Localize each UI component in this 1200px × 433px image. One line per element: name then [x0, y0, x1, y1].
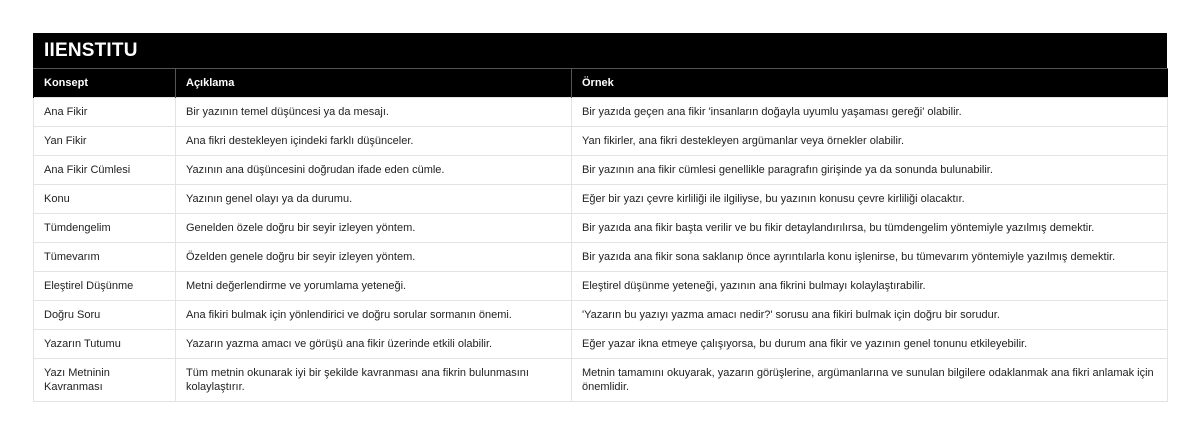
- cell-concept: Yan Fikir: [34, 127, 176, 156]
- cell-example: Eğer bir yazı çevre kirliliği ile ilgiliyse, bu yazının konusu çevre kirliliği olacaktır.: [572, 185, 1168, 214]
- cell-example: Metnin tamamını okuyarak, yazarın görüşlerine, argümanlarına ve sunulan bilgilere odaklanmak ana fikri anlamak için önemlidir.: [572, 359, 1168, 402]
- table-row: [34, 127, 1168, 156]
- cell-example: Bir yazıda ana fikir sona saklanıp önce ayrıntılarla konu işlenirse, bu tümevarım yöntemiyle yazılmış demektir.: [572, 243, 1168, 272]
- cell-example: Eğer yazar ikna etmeye çalışıyorsa, bu durum ana fikir ve yazının genel tonunu etkileyebilir.: [572, 330, 1168, 359]
- concept-table: [33, 68, 1168, 402]
- cell-example: 'Yazarın bu yazıyı yazma amacı nedir?' sorusu ana fikiri bulmak için doğru bir sorudur.: [572, 301, 1168, 330]
- cell-description: Tüm metnin okunarak iyi bir şekilde kavranması ana fikrin bulunmasını kolaylaştırır.: [176, 359, 572, 402]
- header-concept: Konsept: [34, 69, 176, 98]
- cell-concept: Tümdengelim: [34, 214, 176, 243]
- cell-description: Metni değerlendirme ve yorumlama yeteneği.: [176, 272, 572, 301]
- cell-description: Yazının genel olayı ya da durumu.: [176, 185, 572, 214]
- header-example: Örnek: [572, 69, 1168, 98]
- table-row: [34, 185, 1168, 214]
- header-description: Açıklama: [176, 69, 572, 98]
- cell-example: Bir yazıda ana fikir başta verilir ve bu fikir detaylandırılırsa, bu tümdengelim yöntemiyle yazılmış demektir.: [572, 214, 1168, 243]
- table-row: [34, 301, 1168, 330]
- table-row: [34, 214, 1168, 243]
- table-row: [34, 359, 1168, 402]
- table-row: [34, 330, 1168, 359]
- cell-description: Bir yazının temel düşüncesi ya da mesajı.: [176, 98, 572, 127]
- cell-description: Ana fikri destekleyen içindeki farklı düşünceler.: [176, 127, 572, 156]
- cell-concept: Yazı Metninin Kavranması: [34, 359, 176, 402]
- cell-description: Yazının ana düşüncesini doğrudan ifade eden cümle.: [176, 156, 572, 185]
- table-row: [34, 243, 1168, 272]
- cell-concept: Ana Fikir Cümlesi: [34, 156, 176, 185]
- content-table-container: [33, 33, 1167, 402]
- cell-description: Genelden özele doğru bir seyir izleyen yöntem.: [176, 214, 572, 243]
- table-row: [34, 98, 1168, 127]
- cell-example: Bir yazıda geçen ana fikir 'insanların doğayla uyumlu yaşaması gereği' olabilir.: [572, 98, 1168, 127]
- cell-description: Yazarın yazma amacı ve görüşü ana fikir üzerinde etkili olabilir.: [176, 330, 572, 359]
- cell-description: Ana fikiri bulmak için yönlendirici ve doğru sorular sormanın önemi.: [176, 301, 572, 330]
- cell-concept: Doğru Soru: [34, 301, 176, 330]
- cell-concept: Konu: [34, 185, 176, 214]
- table-row: [34, 156, 1168, 185]
- table-row: [34, 272, 1168, 301]
- brand-title: IIENSTITU: [33, 33, 1167, 68]
- cell-concept: Ana Fikir: [34, 98, 176, 127]
- cell-concept: Tümevarım: [34, 243, 176, 272]
- cell-example: Eleştirel düşünme yeteneği, yazının ana fikrini bulmayı kolaylaştırabilir.: [572, 272, 1168, 301]
- cell-example: Bir yazının ana fikir cümlesi genellikle paragrafın girişinde ya da sonunda bulunabilir.: [572, 156, 1168, 185]
- cell-concept: Yazarın Tutumu: [34, 330, 176, 359]
- cell-concept: Eleştirel Düşünme: [34, 272, 176, 301]
- cell-description: Özelden genele doğru bir seyir izleyen yöntem.: [176, 243, 572, 272]
- table-header-row: [34, 69, 1168, 98]
- cell-example: Yan fikirler, ana fikri destekleyen argümanlar veya örnekler olabilir.: [572, 127, 1168, 156]
